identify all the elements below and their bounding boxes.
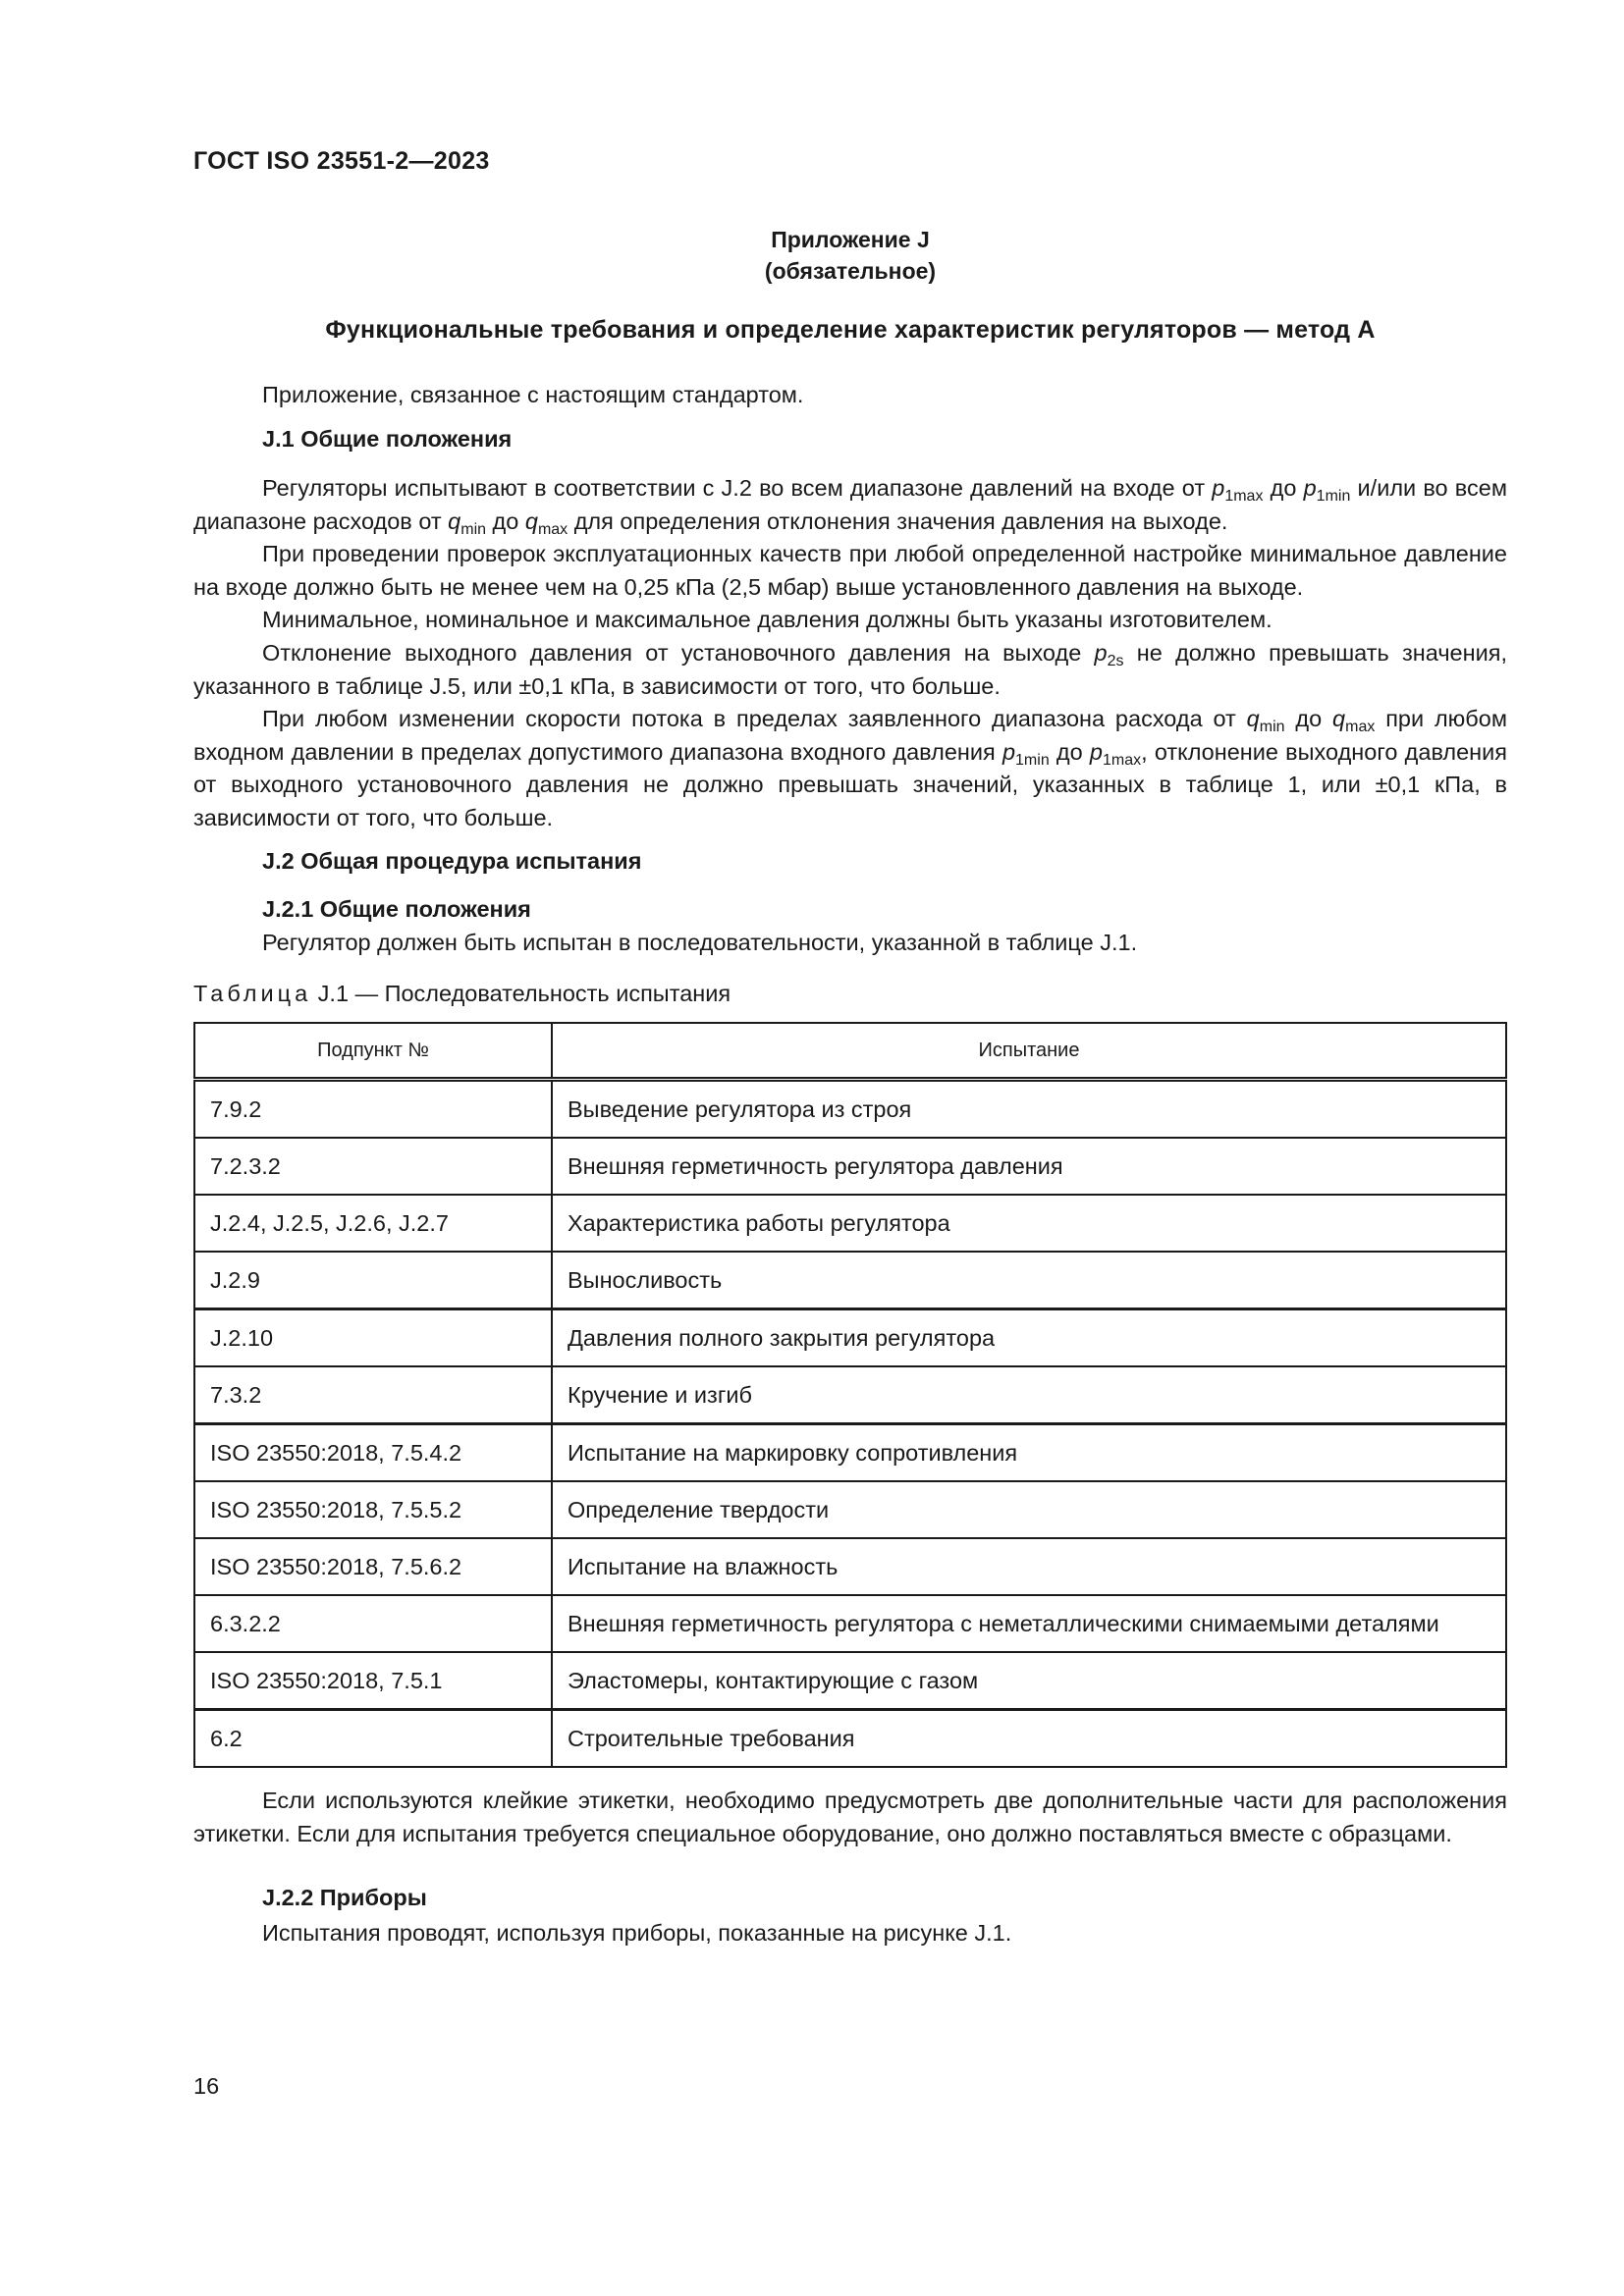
- table-cell-test: Испытание на влажность: [552, 1538, 1506, 1595]
- annex-intro: Приложение, связанное с настоящим стандартом.: [262, 382, 804, 407]
- annex-title-block: [193, 224, 1507, 287]
- table-row: [194, 1481, 1506, 1538]
- table-cell-clause: 7.3.2: [194, 1366, 552, 1424]
- section-j1-title: J.1 Общие положения: [262, 426, 513, 452]
- table-cell-clause: J.2.9: [194, 1252, 552, 1309]
- table-cell-test: Давления полного закрытия регулятора: [552, 1309, 1506, 1367]
- table-cell-clause: J.2.4, J.2.5, J.2.6, J.2.7: [194, 1195, 552, 1252]
- table-cell-test: Эластомеры, контактирующие с газом: [552, 1652, 1506, 1710]
- table-cell-test: Характеристика работы регулятора: [552, 1195, 1506, 1252]
- table-cell-clause: 7.9.2: [194, 1080, 552, 1139]
- table-cell-clause: ISO 23550:2018, 7.5.6.2: [194, 1538, 552, 1595]
- test-sequence-table: [193, 1022, 1507, 1768]
- table-row: [194, 1138, 1506, 1195]
- table-cell-clause: ISO 23550:2018, 7.5.4.2: [194, 1424, 552, 1482]
- table-cell-clause: ISO 23550:2018, 7.5.1: [194, 1652, 552, 1710]
- table-cell-test: Строительные требования: [552, 1710, 1506, 1768]
- table-header-clause: Подпункт №: [194, 1023, 552, 1080]
- annex-title: Приложение J: [771, 227, 930, 252]
- table-cell-test: Кручение и изгиб: [552, 1366, 1506, 1424]
- j1-paragraph-1: Регуляторы испытывают в соответствии с J.2 во всем диапазоне давлений на входе от $p_{1max}$ до $p_{1min}$ и/или во всем диапазоне расходов от $q_{min}$ до $q_{max}$ для определения отклонения значения давления на выходе.: [193, 475, 1507, 538]
- annex-status: (обязательное): [764, 258, 937, 284]
- table-cell-clause: 6.3.2.2: [194, 1595, 552, 1652]
- section-j21-title: J.2.1 Общие положения: [262, 896, 531, 922]
- j21-text: Регулятор должен быть испытан в последовательности, указанной в таблице J.1.: [262, 930, 1138, 955]
- table-cell-clause: ISO 23550:2018, 7.5.5.2: [194, 1481, 552, 1538]
- table-row: [194, 1366, 1506, 1424]
- table-cell-clause: J.2.10: [194, 1309, 552, 1367]
- table-row: [194, 1309, 1506, 1367]
- table-row: [194, 1538, 1506, 1595]
- table-row: [194, 1652, 1506, 1710]
- table-row: [194, 1195, 1506, 1252]
- annex-heading: Функциональные требования и определение характеристик регуляторов — метод A: [325, 316, 1376, 344]
- j1-paragraph-3: Минимальное, номинальное и максимальное давления должны быть указаны изготовителем.: [262, 607, 1272, 632]
- table-cell-test: Испытание на маркировку сопротивления: [552, 1424, 1506, 1482]
- table-header-row: [194, 1023, 1506, 1080]
- section-j22-title: J.2.2 Приборы: [262, 1885, 427, 1910]
- table-caption-text: J.1 — Последовательность испытания: [311, 981, 731, 1006]
- table-row: [194, 1595, 1506, 1652]
- j22-text: Испытания проводят, используя приборы, показанные на рисунке J.1.: [262, 1920, 1012, 1946]
- table-cell-test: Выносливость: [552, 1252, 1506, 1309]
- document-id: ГОСТ ISO 23551-2—2023: [193, 147, 490, 175]
- table-cell-test: Внешняя герметичность регулятора с неметаллическими снимаемыми деталями: [552, 1595, 1506, 1652]
- table-row: [194, 1424, 1506, 1482]
- table-cell-clause: 6.2: [194, 1710, 552, 1768]
- table-caption: [193, 981, 731, 1007]
- table-cell-test: Определение твердости: [552, 1481, 1506, 1538]
- table-row: [194, 1252, 1506, 1309]
- table-header-test: Испытание: [552, 1023, 1506, 1080]
- j1-paragraph-2: При проведении проверок эксплуатационных качеств при любой определенной настройке минимальное давление на входе должно быть не менее чем на 0,25 кПа (2,5 мбар) выше установленного давления на выходе.: [193, 541, 1507, 600]
- table-row: [194, 1080, 1506, 1139]
- page-number: 16: [193, 2073, 220, 2099]
- section-j2-title: J.2 Общая процедура испытания: [262, 848, 642, 874]
- table-caption-label: Таблица: [193, 981, 312, 1006]
- table-cell-test: Внешняя герметичность регулятора давления: [552, 1138, 1506, 1195]
- table-cell-test: Выведение регулятора из строя: [552, 1080, 1506, 1139]
- j1-paragraph-5: При любом изменении скорости потока в пределах заявленного диапазона расхода от $q_{min}$ до $q_{max}$ при любом входном давлении в пределах допустимого диапазона входного давления $p_{1min}$ до $p_{1max}$, отклонение выходного давления от выходного установочного давления не должно превышать значений, указанных в таблице 1, или ±0,1 кПа, в зависимости от того, что больше.: [193, 706, 1508, 830]
- j1-paragraph-4: Отклонение выходного давления от установочного давления на выходе $p_{2s}$ не должно превышать значения, указанного в таблице J.5, или ±0,1 кПа, в зависимости от того, что больше.: [193, 640, 1507, 699]
- table-cell-clause: 7.2.3.2: [194, 1138, 552, 1195]
- table-row: [194, 1710, 1506, 1768]
- after-table-paragraph: Если используются клейкие этикетки, необходимо предусмотреть две дополнительные части для расположения этикетки. Если для испытания требуется специальное оборудование, оно должно поставляться вместе с образцами.: [193, 1788, 1507, 1846]
